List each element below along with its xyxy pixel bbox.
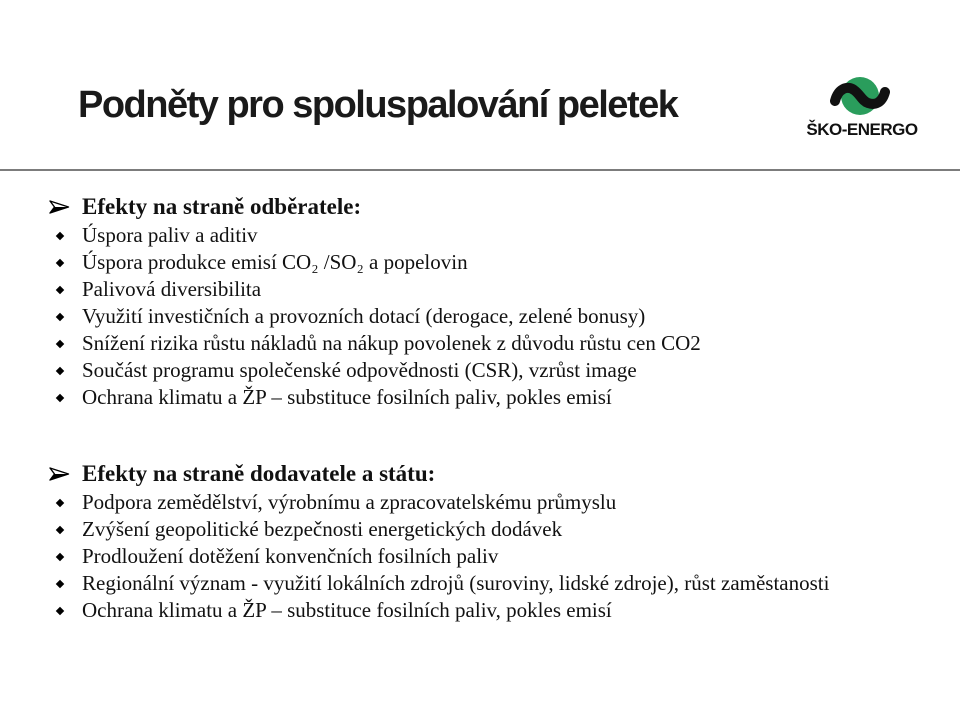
bullet-text: Úspora paliv a aditiv	[82, 223, 258, 247]
bullet-text: Využití investičních a provozních dotací (derogace, zelené bonusy)	[82, 304, 646, 328]
bullet-item	[0, 543, 960, 570]
section-dodavatel-stat	[0, 459, 960, 624]
bullet-text: Úspora produkce emisí CO₂ /SO₂ a popelovin	[82, 250, 468, 274]
bullet-item	[0, 330, 960, 357]
bullet-item	[0, 516, 960, 543]
bullet-text: Ochrana klimatu a ŽP – substituce fosilních paliv, pokles emisí	[82, 598, 612, 622]
sko-energo-logo-icon	[830, 72, 890, 122]
section-odberatel	[0, 192, 960, 411]
section-header	[0, 459, 960, 489]
arrow-bullet-icon	[49, 464, 70, 484]
sko-energo-logo-text: ŠKO-ENERGO	[806, 120, 918, 139]
bullet-item	[0, 357, 960, 384]
bullet-text: Prodloužení dotěžení konvenčních fosilních paliv	[82, 544, 499, 568]
bullet-text: Zvýšení geopolitické bezpečnosti energetických dodávek	[82, 517, 563, 541]
bullet-text: Palivová diversibilita	[82, 277, 262, 301]
section-header-text: Efekty na straně dodavatele a státu:	[82, 461, 436, 486]
diamond-bullet-icon	[56, 340, 64, 348]
diamond-bullet-icon	[56, 313, 64, 321]
bullet-item	[0, 222, 960, 249]
bullet-text: Podpora zemědělství, výrobnímu a zpracovatelskému průmyslu	[82, 490, 617, 514]
title-divider-line	[0, 169, 960, 171]
diamond-bullet-icon	[56, 499, 64, 507]
diamond-bullet-icon	[56, 259, 64, 267]
diamond-bullet-icon	[56, 367, 64, 375]
bullet-item	[0, 570, 960, 597]
bullet-item	[0, 276, 960, 303]
bullet-item	[0, 489, 960, 516]
bullet-item	[0, 384, 960, 411]
diamond-bullet-icon	[56, 394, 64, 402]
sko-energo-logo	[800, 72, 924, 140]
diamond-bullet-icon	[56, 232, 64, 240]
diamond-bullet-icon	[56, 580, 64, 588]
bullet-item	[0, 303, 960, 330]
slide-title: Podněty pro spoluspalování peletek	[78, 84, 678, 126]
diamond-bullet-icon	[56, 553, 64, 561]
section-header	[0, 192, 960, 222]
diamond-bullet-icon	[56, 607, 64, 615]
bullet-text: Regionální význam - využití lokálních zdrojů (suroviny, lidské zdroje), růst zaměstanosti	[82, 571, 830, 595]
bullet-text: Ochrana klimatu a ŽP – substituce fosilních paliv, pokles emisí	[82, 385, 612, 409]
bullet-item	[0, 249, 960, 276]
bullet-item	[0, 597, 960, 624]
section-header-text: Efekty na straně odběratele:	[82, 194, 362, 219]
slide-body	[0, 192, 960, 624]
arrow-bullet-icon	[49, 197, 70, 217]
diamond-bullet-icon	[56, 526, 64, 534]
bullet-text: Snížení rizika růstu nákladů na nákup povolenek z důvodu růstu cen CO2	[82, 331, 701, 355]
diamond-bullet-icon	[56, 286, 64, 294]
bullet-text: Součást programu společenské odpovědnosti (CSR), vzrůst image	[82, 358, 637, 382]
